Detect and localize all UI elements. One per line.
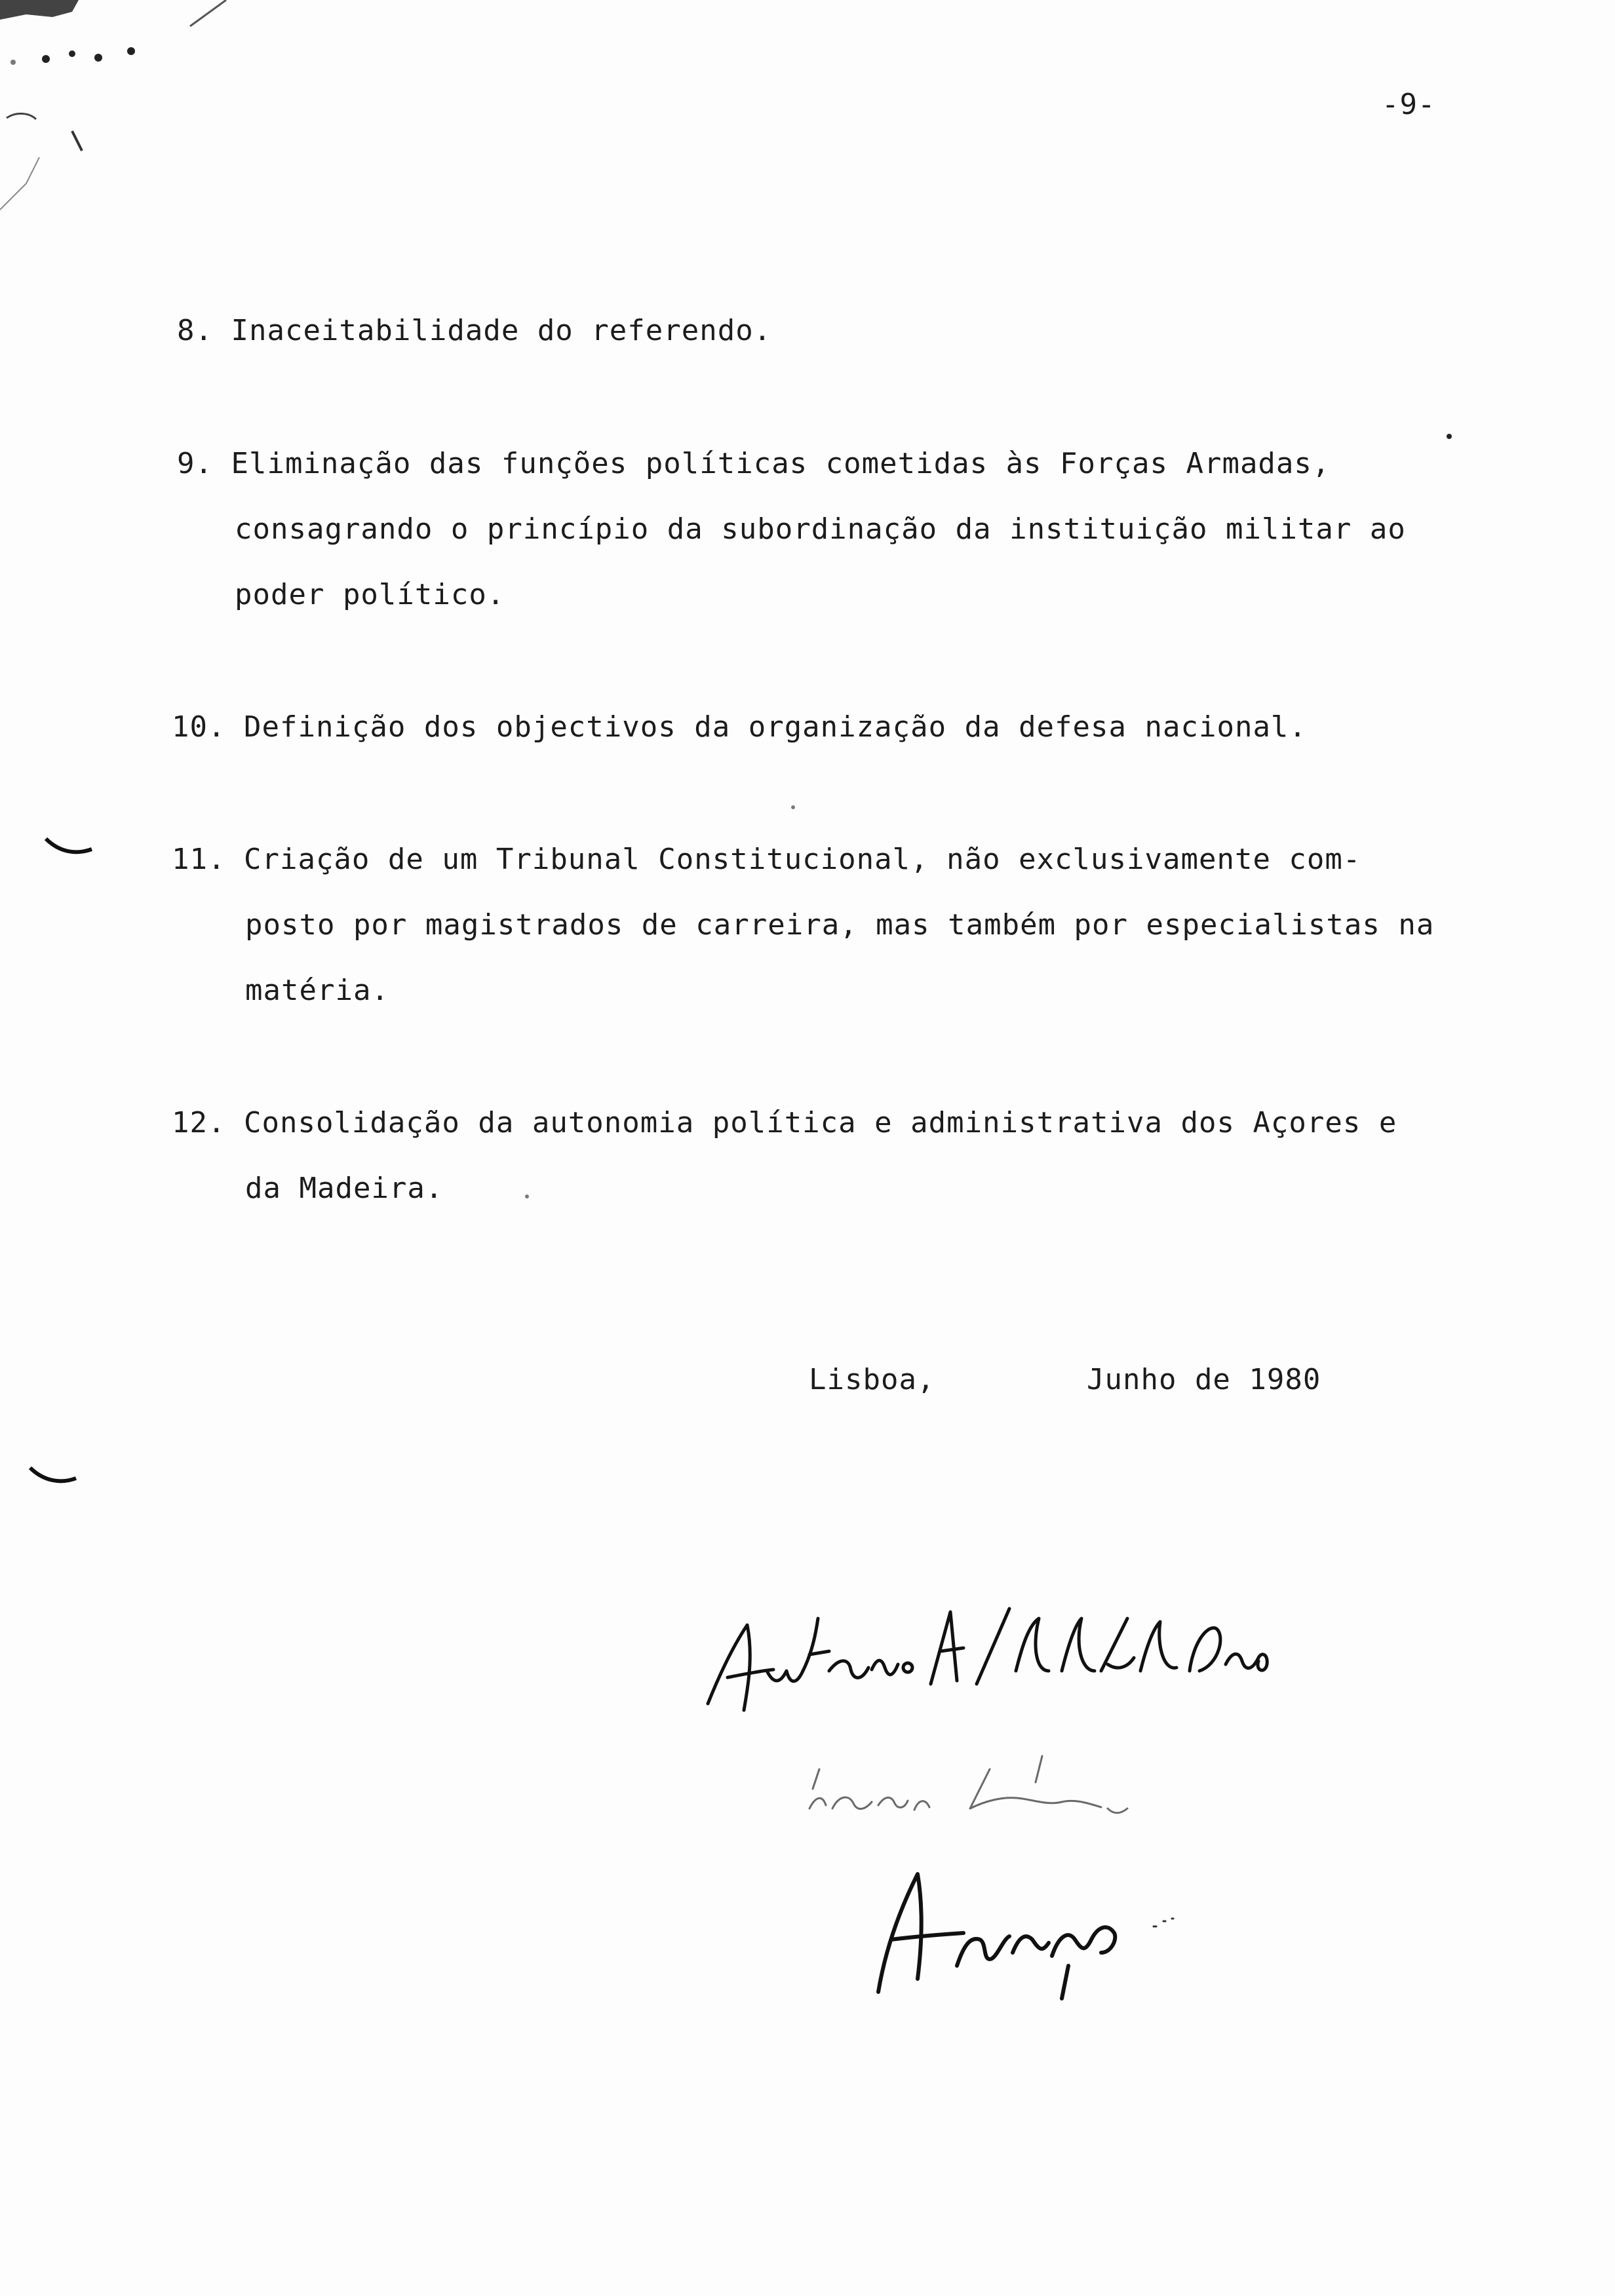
list-item-11 xyxy=(172,827,1434,1024)
closing-place: Lisboa, xyxy=(809,1363,935,1396)
list-item-number: 8. xyxy=(177,314,213,347)
signature-2 xyxy=(809,1756,1127,1813)
list-item-text: posto por magistrados de carreira, mas também por especialistas na xyxy=(245,908,1435,942)
list-item-text: poder político. xyxy=(235,578,505,611)
signature-1 xyxy=(708,1609,1267,1710)
page-number: -9- xyxy=(1382,88,1436,121)
signatures xyxy=(682,1573,1311,2044)
list-item-number: 10. xyxy=(172,710,226,744)
list-item-number: 11. xyxy=(172,843,226,876)
list-item-text: matéria. xyxy=(245,974,389,1007)
list-item-text: Definição dos objectivos da organização da defesa nacional. xyxy=(243,710,1307,744)
list-item-12 xyxy=(172,1090,1397,1221)
signature-3 xyxy=(878,1874,1115,1999)
list-item-10 xyxy=(172,695,1307,760)
closing-date: Junho de 1980 xyxy=(1087,1363,1321,1396)
list-item-text: Consolidação da autonomia política e administrativa dos Açores e xyxy=(243,1106,1397,1139)
list-item-text: da Madeira. xyxy=(245,1172,444,1205)
list-item-text: consagrando o princípio da subordinação da instituição militar ao xyxy=(235,512,1406,546)
list-item-8 xyxy=(177,298,771,364)
list-item-text: Inaceitabilidade do referendo. xyxy=(231,314,772,347)
list-item-text: Criação de um Tribunal Constitucional, não exclusivamente com- xyxy=(243,843,1361,876)
list-item-number: 9. xyxy=(177,447,213,480)
list-item-number: 12. xyxy=(172,1106,226,1139)
list-item-9 xyxy=(177,431,1406,628)
list-item-text: Eliminação das funções políticas cometidas às Forças Armadas, xyxy=(231,447,1331,480)
